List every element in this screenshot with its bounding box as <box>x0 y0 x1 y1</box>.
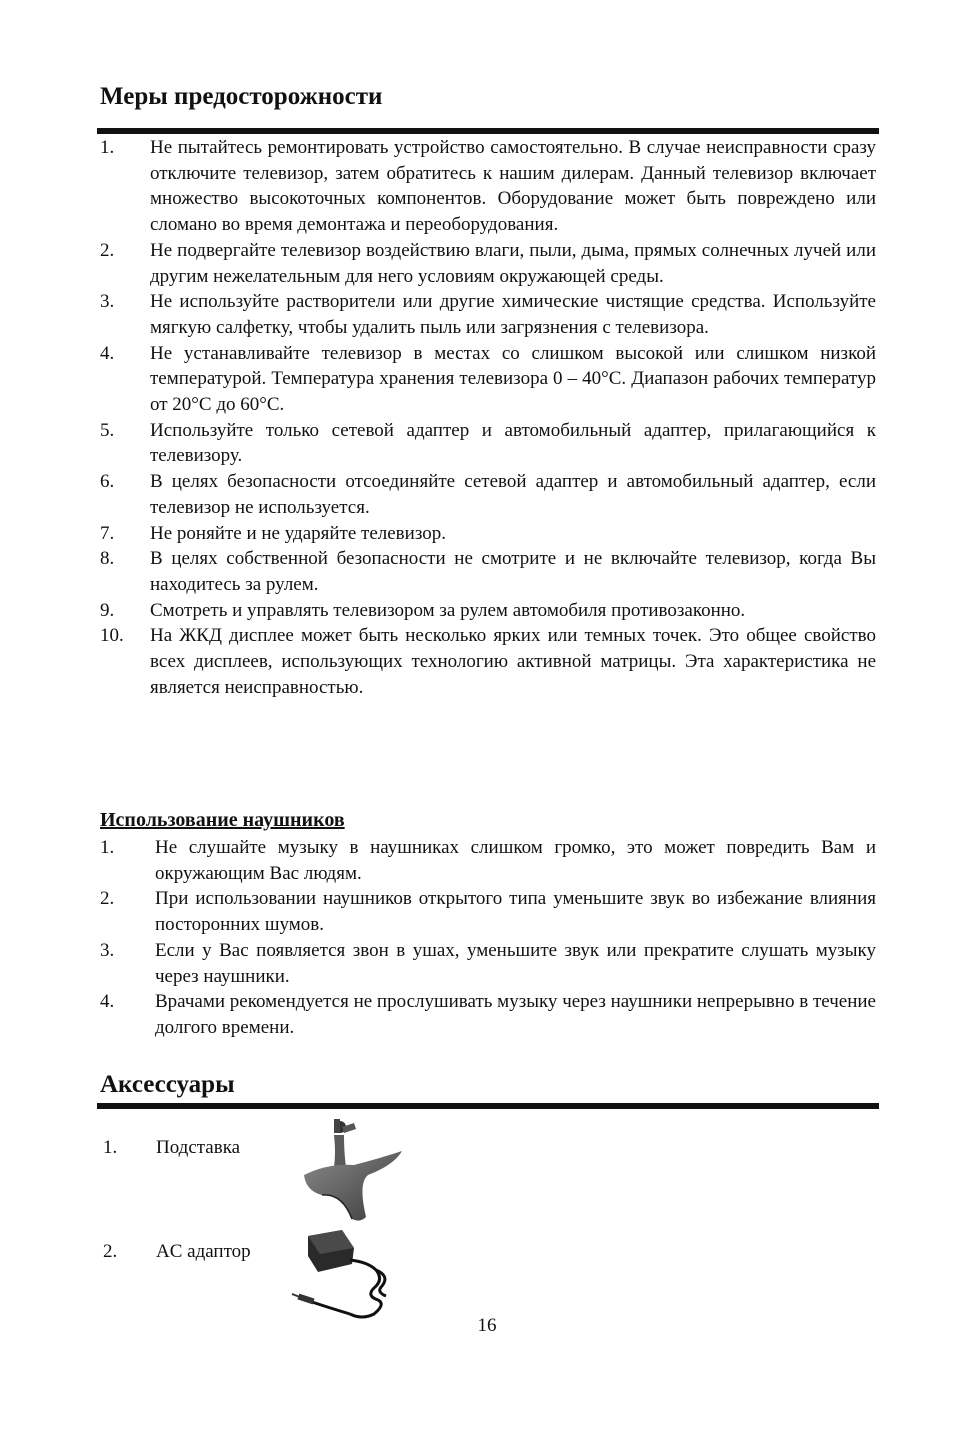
accessory-label-adapter: AC адаптор <box>156 1241 251 1262</box>
list-item: 2. Не подвергайте телевизор воздействию влаги, пыли, дыма, прямых солнечных лучей или другим нежелательным для него условиям окружающей среды. <box>100 239 876 287</box>
list-item: 4. Не устанавливайте телевизор в местах со слишком высокой или слишком низкой температурой. Температура хранения телевизора 0 – 40°C. Диапазон рабочих температур от 20°C до 60°C. <box>100 342 876 416</box>
adapter-icon <box>290 1226 396 1320</box>
list-item: 3. Не используйте растворители или другие химические чистящие средства. Используйте мягкую салфетку, чтобы удалить пыль или загрязнения с телевизора. <box>100 291 876 338</box>
list-item: 4. Врачами рекомендуется не прослушивать музыку через наушники непрерывно в течение долгого времени. <box>100 991 876 1038</box>
list-item: 3. Если у Вас появляется звон в ушах, уменьшите звук или прекратите слушать музыку через наушники. <box>100 939 876 987</box>
list-item: 8. В целях собственной безопасности не смотрите и не включайте телевизор, когда Вы находитесь за рулем. <box>100 548 876 595</box>
list-item: 9. Смотреть и управлять телевизором за рулем автомобиля противозаконно. <box>100 599 746 621</box>
section-title-accessories: Аксессуары <box>100 1071 235 1098</box>
accessory-label-stand: Подставка <box>156 1137 241 1158</box>
list-item: 7. Не роняйте и не ударяйте телевизор. <box>100 522 446 544</box>
stand-icon <box>298 1113 406 1225</box>
section-divider <box>97 1103 879 1109</box>
page-number: 16 <box>477 1315 497 1336</box>
accessory-number: 1. <box>103 1137 118 1158</box>
list-item: 5. Используйте только сетевой адаптер и автомобильный адаптер, прилагающийся к телевизору. <box>100 419 876 467</box>
accessory-number: 2. <box>103 1241 118 1262</box>
section-title-headphones: Использование наушников <box>100 809 345 831</box>
list-item: 10. На ЖКД дисплее может быть несколько ярких или темных точек. Это общее свойство всех дисплеев, использующих технологию активной матрицы. Эта характеристика не является неисправностью. <box>100 625 876 698</box>
list-item: 1. Не слушайте музыку в наушниках слишком громко, это может повредить Вам и окружающим Вас людям. <box>100 837 876 884</box>
list-item: 1. Не пытайтесь ремонтировать устройство самостоятельно. В случае неисправности сразу отключите телевизор, затем обратитесь к нашим дилерам. Данный телевизор включает множество высокоточных компонентов. Оборудование может быть повреждено или сломано во время демонтажа и переоборудования. <box>100 137 876 236</box>
section-divider <box>97 128 879 134</box>
section-title-precautions: Меры предосторожности <box>100 83 383 110</box>
precautions-list <box>100 135 876 700</box>
headphones-list <box>100 835 876 1041</box>
list-item: 2. При использовании наушников открытого типа уменьшите звук во избежание влияния посторонних шумов. <box>100 888 876 936</box>
list-item: 6. В целях безопасности отсоединяйте сетевой адаптер и автомобильный адаптер, если телевизор не используется. <box>100 471 876 518</box>
